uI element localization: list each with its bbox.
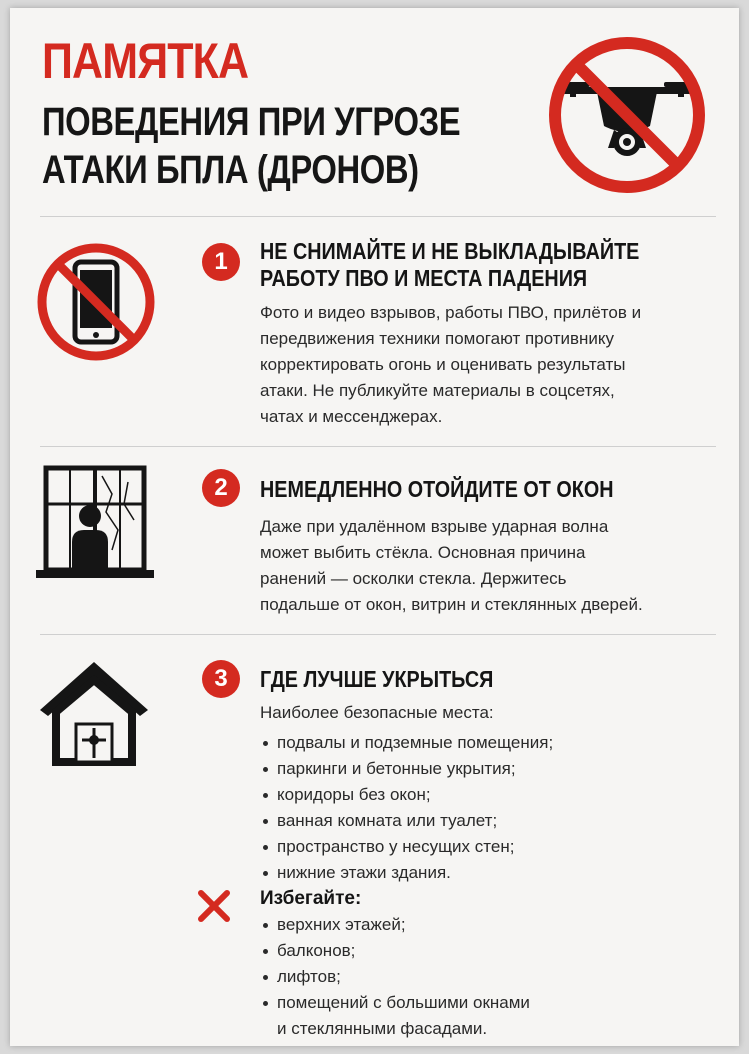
section-1-heading-line-1: НЕ СНИМАЙТЕ И НЕ ВЫКЛАДЫВАЙТЕ [260, 238, 640, 264]
list-item: помещений с большими окнами [260, 990, 530, 1016]
body-line: ранений — осколки стекла. Держитесь [260, 569, 567, 588]
body-line: подальше от окон, витрин и стеклянных дверей. [260, 595, 643, 614]
no-phone-icon [34, 240, 158, 364]
person-at-broken-window-icon [32, 464, 158, 584]
divider [40, 446, 716, 447]
section-2-heading: НЕМЕДЛЕННО ОТОЙДИТЕ ОТ ОКОН [260, 476, 614, 502]
body-line: корректировать огонь и оценивать результаты [260, 355, 626, 374]
list-item: подвалы и подземные помещения; [260, 730, 553, 756]
divider [40, 634, 716, 635]
section-1-heading [260, 238, 639, 292]
section-1-heading-line-2: РАБОТУ ПВО И МЕСТА ПАДЕНИЯ [260, 265, 588, 291]
list-item: ванная комната или туалет; [260, 808, 553, 834]
avoid-list [260, 912, 530, 1016]
list-item: нижние этажи здания. [260, 860, 553, 886]
body-line: передвижения техники помогают противнику [260, 329, 615, 348]
section-3-heading: ГДЕ ЛУЧШЕ УКРЫТЬСЯ [260, 666, 494, 692]
step-badge-1: 1 [202, 243, 240, 281]
section-2-body [260, 514, 643, 618]
list-item: лифтов; [260, 964, 530, 990]
list-item: верхних этажей; [260, 912, 530, 938]
avoid-block [260, 886, 530, 1042]
list-item: паркинги и бетонные укрытия; [260, 756, 553, 782]
memo-sheet [10, 8, 739, 1046]
house-shelter-icon [36, 658, 152, 768]
list-item: балконов; [260, 938, 530, 964]
list-item: коридоры без окон; [260, 782, 553, 808]
cross-mark-icon [196, 888, 232, 924]
no-drone-icon [542, 30, 712, 200]
list-item: пространство у несущих стен; [260, 834, 553, 860]
body-line: чатах и мессенджерах. [260, 407, 443, 426]
subtitle-line-2: АТАКИ БПЛА (ДРОНОВ) [42, 148, 419, 192]
safe-places-list [260, 730, 553, 886]
list-item-continuation: и стеклянными фасадами. [277, 1019, 488, 1038]
safe-places-intro: Наиболее безопасные места: [260, 703, 494, 722]
body-line: может выбить стёкла. Основная причина [260, 543, 586, 562]
body-line: Фото и видео взрывов, работы ПВО, прилётов и [260, 303, 642, 322]
section-3-body [260, 700, 553, 886]
section-1-body [260, 300, 641, 430]
divider [40, 216, 716, 217]
subtitle-line-1: ПОВЕДЕНИЯ ПРИ УГРОЗЕ [42, 100, 461, 144]
body-line: Даже при удалённом взрыве ударная волна [260, 517, 609, 536]
avoid-title: Избегайте: [260, 888, 362, 909]
body-line: атаки. Не публикуйте материалы в соцсетях, [260, 381, 615, 400]
step-badge-3: 3 [202, 660, 240, 698]
page-title: ПАМЯТКА [42, 33, 249, 89]
step-badge-2: 2 [202, 469, 240, 507]
